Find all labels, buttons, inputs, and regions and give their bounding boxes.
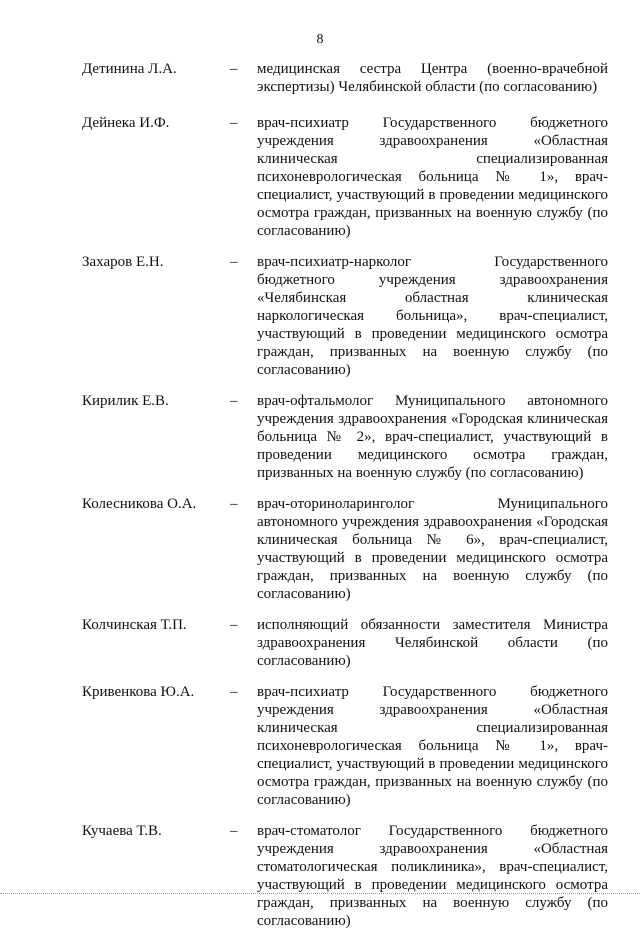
- member-entry: [0, 253, 640, 379]
- member-name: Кирилик Е.В.: [82, 393, 169, 409]
- member-entry: [0, 822, 640, 930]
- member-dash: –: [230, 684, 238, 700]
- member-entry: [0, 495, 640, 603]
- member-description: врач-психиатр Государственного бюджетного учреждения здравоохранения «Областная клиническая специализированная психоневрологическая больница № 1», врач-специалист, участвующий в проведении медицинского осмотра граждан, призванных на военную службу (по согласованию): [257, 115, 608, 239]
- member-dash: –: [230, 496, 238, 512]
- member-entry: [0, 114, 640, 240]
- member-name: Кривенкова Ю.А.: [82, 684, 195, 700]
- member-entry: [0, 392, 640, 482]
- member-dash: –: [230, 617, 238, 633]
- bottom-divider: [0, 893, 640, 894]
- page-number: 8: [316, 32, 324, 47]
- member-description: врач-оториноларинголог Муниципального автономного учреждения здравоохранения «Городская клиническая больница № 6», врач-специалист, участвующий в проведении медицинского осмотра граждан, призванных на военную службу (по согласованию): [257, 496, 608, 602]
- member-dash: –: [230, 254, 238, 270]
- member-name: Дейнека И.Ф.: [82, 115, 170, 131]
- member-description: врач-психиатр-нарколог Государственного бюджетного учреждения здравоохранения «Челябинская областная клиническая наркологическая больница», врач-специалист, участвующий в проведении медицинского осмотра граждан, призванных на военную службу (по согласованию): [257, 254, 608, 378]
- member-dash: –: [230, 393, 238, 409]
- member-description: врач-стоматолог Государственного бюджетного учреждения здравоохранения «Областная стоматологическая поликлиника», врач-специалист, участвующий в проведении медицинского осмотра граждан, призванных на военную службу (по согласованию): [257, 823, 608, 929]
- member-name: Колчинская Т.П.: [82, 617, 187, 633]
- member-description: врач-офтальмолог Муниципального автономного учреждения здравоохранения «Городская клиническая больница № 2», врач-специалист, участвующий в проведении медицинского осмотра граждан, призванных на военную службу (по согласованию): [257, 393, 608, 481]
- member-name: Захаров Е.Н.: [82, 254, 164, 270]
- commission-member-list: [0, 60, 640, 930]
- member-entry: [0, 616, 640, 670]
- member-name: Детинина Л.А.: [82, 61, 177, 77]
- member-dash: –: [230, 61, 238, 77]
- member-entry: [0, 60, 640, 96]
- member-name: Кучаева Т.В.: [82, 823, 162, 839]
- member-dash: –: [230, 115, 238, 131]
- member-description: медицинская сестра Центра (военно-врачебной экспертизы) Челябинской области (по согласованию): [257, 61, 608, 95]
- member-dash: –: [230, 823, 238, 839]
- member-description: врач-психиатр Государственного бюджетного учреждения здравоохранения «Областная клиническая специализированная психоневрологическая больница № 1», врач-специалист, участвующий в проведении медицинского осмотра граждан, призванных на военную службу (по согласованию): [257, 684, 608, 808]
- member-entry: [0, 683, 640, 809]
- member-name: Колесникова О.А.: [82, 496, 197, 512]
- member-description: исполняющий обязанности заместителя Министра здравоохранения Челябинской области (по согласованию): [257, 617, 608, 669]
